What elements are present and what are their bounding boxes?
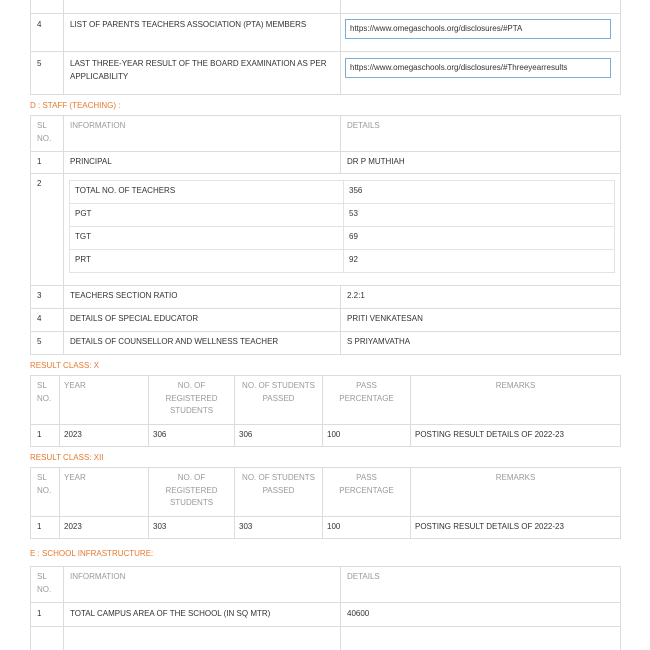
- row-remarks: POSTING RESULT DETAILS OF 2022-23: [411, 425, 621, 447]
- table-header-row: [31, 116, 621, 152]
- col-header-remarks: REMARKS: [411, 468, 621, 517]
- row-passed: 306: [235, 425, 323, 447]
- col-header-sl: SL NO.: [31, 376, 60, 425]
- row-sl: 4: [31, 14, 64, 52]
- col-header-details: DETAILS: [341, 116, 621, 152]
- row-sl: 5: [31, 52, 64, 95]
- row-info: TOTAL CAMPUS AREA OF THE SCHOOL (IN SQ MTR): [64, 603, 341, 627]
- row-label: PGT: [70, 204, 344, 227]
- col-header-percentage: PASS PERCENTAGE: [323, 376, 411, 425]
- row-info: TEACHERS SECTION RATIO: [64, 286, 341, 309]
- result-x-heading: RESULT CLASS: X: [30, 361, 100, 370]
- result-x-table: [30, 375, 621, 447]
- col-header-registered: NO. OF REGISTERED STUDENTS: [149, 376, 235, 425]
- documents-table: [30, 0, 621, 95]
- col-header-sl: SL NO.: [31, 468, 60, 517]
- row-value: 69: [344, 227, 615, 250]
- row-value: DR P MUTHIAH: [341, 152, 621, 174]
- table-row: [31, 517, 621, 539]
- col-header-sl: SL NO.: [31, 567, 64, 603]
- col-header-info: INFORMATION: [64, 116, 341, 152]
- row-remarks: POSTING RESULT DETAILS OF 2022-23: [411, 517, 621, 539]
- col-header-registered: NO. OF REGISTERED STUDENTS: [149, 468, 235, 517]
- table-row: [70, 204, 615, 227]
- col-header-details: DETAILS: [341, 567, 621, 603]
- row-registered: 303: [149, 517, 235, 539]
- table-row: [31, 286, 621, 309]
- table-row: [31, 152, 621, 174]
- row-sl: 3: [31, 286, 64, 309]
- row-value: 356: [344, 181, 615, 204]
- row-value: 53: [344, 204, 615, 227]
- col-header-passed: NO. OF STUDENTS PASSED: [235, 376, 323, 425]
- row-value: S PRIYAMVATHA: [341, 332, 621, 355]
- row-value: 40600: [341, 603, 621, 627]
- row-label: TOTAL NO. OF TEACHERS: [70, 181, 344, 204]
- col-header-passed: NO. OF STUDENTS PASSED: [235, 468, 323, 517]
- col-header-remarks: REMARKS: [411, 376, 621, 425]
- three-year-results-link[interactable]: https://www.omegaschools.org/disclosures/#Threeyearresults: [345, 58, 611, 78]
- row-info: LIST OF PARENTS TEACHERS ASSOCIATION (PTA) MEMBERS: [64, 14, 341, 52]
- row-info: PRINCIPAL: [64, 152, 341, 174]
- table-row: [31, 603, 621, 627]
- row-percentage: 100: [323, 517, 411, 539]
- pta-link[interactable]: https://www.omegaschools.org/disclosures/#PTA: [345, 19, 611, 39]
- row-info: DETAILS OF SPECIAL EDUCATOR: [64, 309, 341, 332]
- table-header-row: [31, 376, 621, 425]
- table-row: [70, 250, 615, 273]
- row-year: 2023: [60, 517, 149, 539]
- row-sl: 1: [31, 603, 64, 627]
- staff-table: [30, 115, 621, 355]
- table-row: [31, 174, 621, 286]
- row-passed: 303: [235, 517, 323, 539]
- staff-section-heading: D : STAFF (TEACHING) :: [30, 101, 121, 110]
- disclosure-page: [30, 0, 620, 650]
- infrastructure-table: [30, 566, 621, 650]
- table-row: [31, 627, 621, 650]
- row-year: 2023: [60, 425, 149, 447]
- row-info: LAST THREE-YEAR RESULT OF THE BOARD EXAMINATION AS PER APPLICABILITY: [64, 52, 341, 95]
- infrastructure-heading: E : SCHOOL INFRASTRUCTURE:: [30, 549, 154, 558]
- row-sl: 4: [31, 309, 64, 332]
- row-sl: 1: [31, 152, 64, 174]
- table-row: [31, 425, 621, 447]
- row-sl: 5: [31, 332, 64, 355]
- table-row: [31, 0, 621, 14]
- col-header-info: INFORMATION: [64, 567, 341, 603]
- row-value: 92: [344, 250, 615, 273]
- row-value: 2.2:1: [341, 286, 621, 309]
- row-registered: 306: [149, 425, 235, 447]
- table-row: [70, 227, 615, 250]
- result-xii-table: [30, 467, 621, 539]
- table-row: [70, 181, 615, 204]
- table-row: [31, 309, 621, 332]
- row-sl: 1: [31, 425, 60, 447]
- row-label: PRT: [70, 250, 344, 273]
- table-row: [31, 14, 621, 52]
- row-info: DETAILS OF COUNSELLOR AND WELLNESS TEACHER: [64, 332, 341, 355]
- col-header-year: YEAR: [60, 376, 149, 425]
- row-value: PRITI VENKATESAN: [341, 309, 621, 332]
- row-sl: 2: [31, 174, 64, 286]
- table-header-row: [31, 567, 621, 603]
- col-header-sl: SL NO.: [31, 116, 64, 152]
- table-header-row: [31, 468, 621, 517]
- col-header-year: YEAR: [60, 468, 149, 517]
- result-xii-heading: RESULT CLASS: XII: [30, 453, 104, 462]
- col-header-percentage: PASS PERCENTAGE: [323, 468, 411, 517]
- table-row: [31, 52, 621, 95]
- table-row: [31, 332, 621, 355]
- row-sl: 1: [31, 517, 60, 539]
- teachers-breakdown-table: [69, 180, 615, 273]
- row-label: TGT: [70, 227, 344, 250]
- row-percentage: 100: [323, 425, 411, 447]
